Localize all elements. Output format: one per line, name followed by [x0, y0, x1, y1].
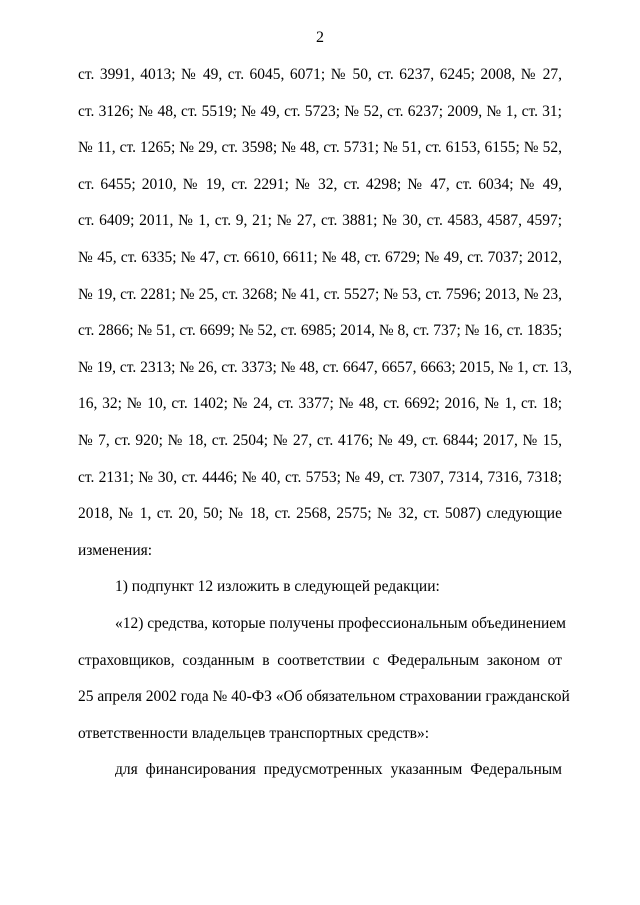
text-line: ответственности владельцев транспортных средств»:: [78, 724, 430, 742]
text-line: ст. 2131; № 30, ст. 4446; № 40, ст. 5753; № 49, ст. 7307, 7314, 7316, 7318;: [78, 468, 562, 486]
text-line: ст. 6455; 2010, № 19, ст. 2291; № 32, ст. 4298; № 47, ст. 6034; № 49,: [78, 175, 562, 193]
text-line: «12) средства, которые получены профессиональным объединением: [115, 614, 566, 632]
text-line: изменения:: [78, 541, 153, 559]
text-line: ст. 2866; № 51, ст. 6699; № 52, ст. 6985; 2014, № 8, ст. 737; № 16, ст. 1835;: [78, 322, 563, 340]
text-line: 25 апреля 2002 года № 40-ФЗ «Об обязательном страховании гражданской: [78, 688, 570, 706]
text-line: ст. 3126; № 48, ст. 5519; № 49, ст. 5723; № 52, ст. 6237; 2009, № 1, ст. 31;: [78, 102, 562, 120]
text-line: страховщиков, созданным в соответствии с Федеральным законом от: [78, 651, 562, 669]
text-line: 2018, № 1, ст. 20, 50; № 18, ст. 2568, 2575; № 32, ст. 5087) следующие: [78, 505, 562, 523]
text-line: для финансирования предусмотренных указанным Федеральным: [115, 761, 562, 779]
page-number: 2: [316, 29, 324, 46]
text-line: № 19, ст. 2313; № 26, ст. 3373; № 48, ст. 6647, 6657, 6663; 2015, № 1, ст. 13,: [78, 358, 573, 376]
document-body: [78, 65, 573, 797]
text-line: № 19, ст. 2281; № 25, ст. 3268; № 41, ст. 5527; № 53, ст. 7596; 2013, № 23,: [78, 285, 562, 303]
text-line: 1) подпункт 12 изложить в следующей редакции:: [115, 578, 440, 596]
text-line: ст. 6409; 2011, № 1, ст. 9, 21; № 27, ст. 3881; № 30, ст. 4583, 4587, 4597;: [78, 212, 562, 230]
text-line: № 7, ст. 920; № 18, ст. 2504; № 27, ст. 4176; № 49, ст. 6844; 2017, № 15,: [78, 431, 562, 449]
text-line: № 45, ст. 6335; № 47, ст. 6610, 6611; № 48, ст. 6729; № 49, ст. 7037; 2012,: [78, 248, 562, 266]
text-line: ст. 3991, 4013; № 49, ст. 6045, 6071; № 50, ст. 6237, 6245; 2008, № 27,: [78, 66, 562, 83]
text-line: № 11, ст. 1265; № 29, ст. 3598; № 48, ст. 5731; № 51, ст. 6153, 6155; № 52,: [78, 139, 562, 157]
text-line: 16, 32; № 10, ст. 1402; № 24, ст. 3377; № 48, ст. 6692; 2016, № 1, ст. 18;: [78, 395, 562, 413]
